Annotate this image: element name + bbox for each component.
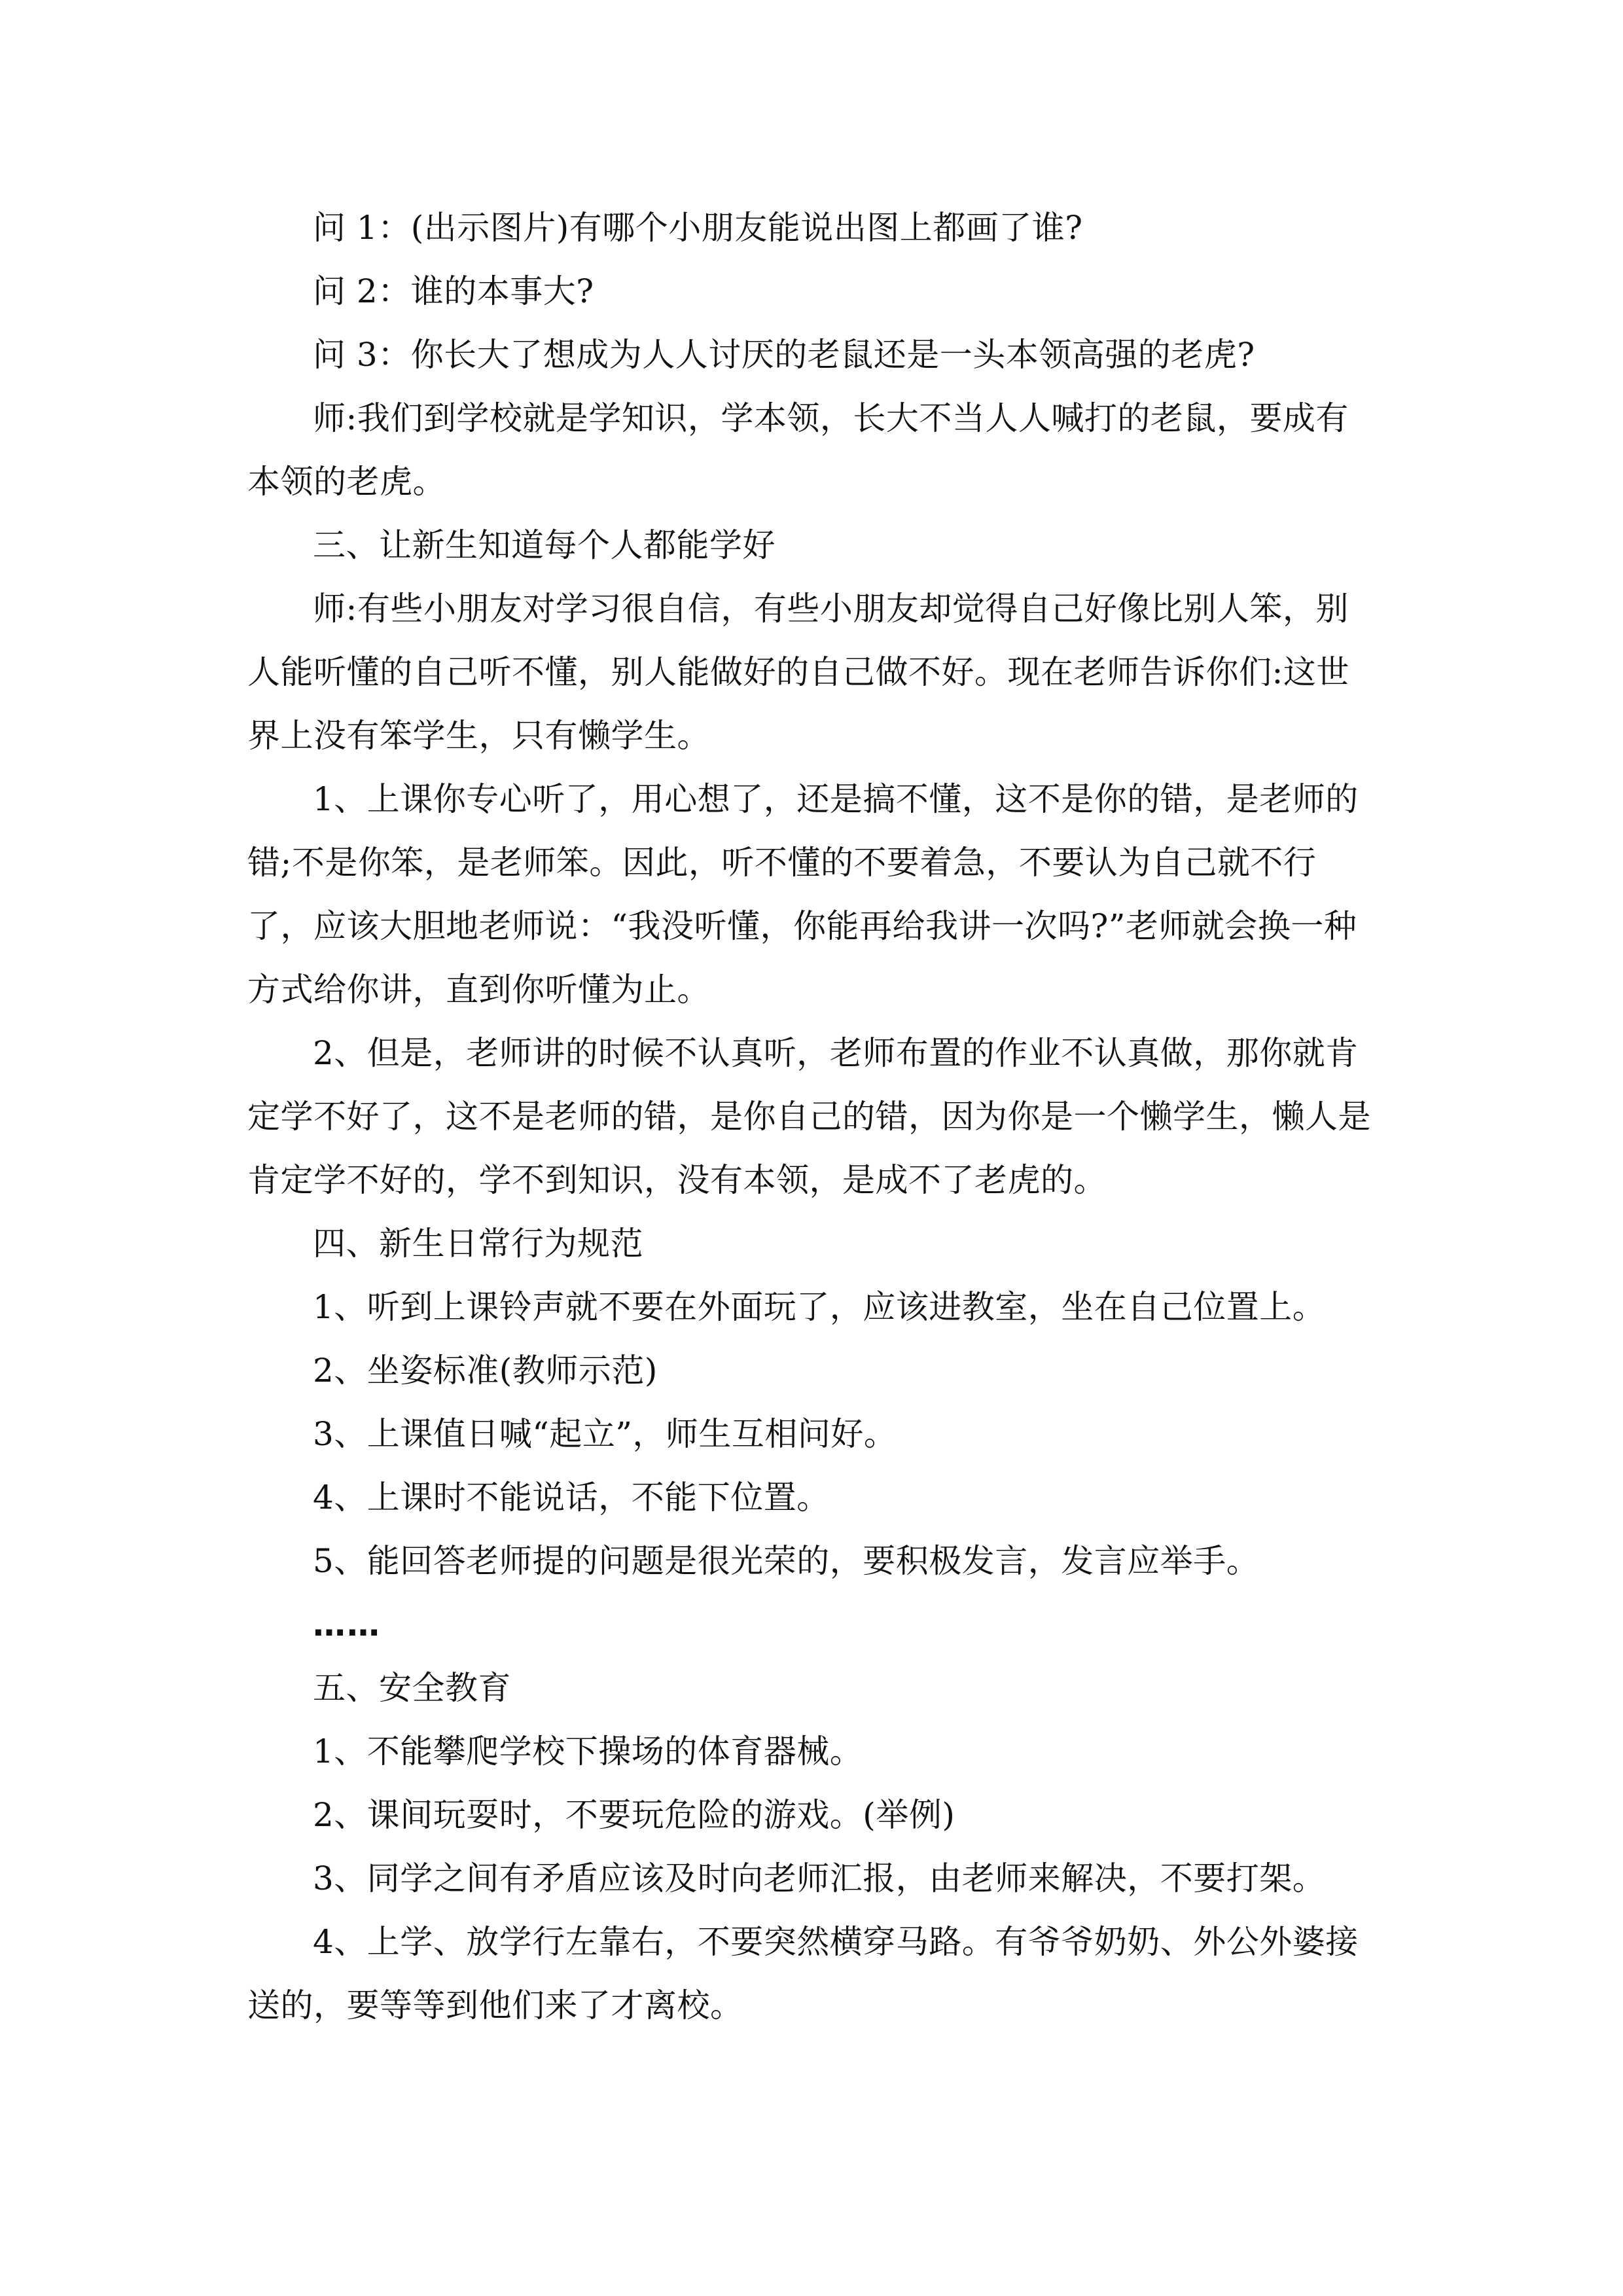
paragraph-point-2: 2、但是，老师讲的时候不认真听，老师布置的作业不认真做，那你就肯定学不好了，这不是老师的错，是你自己的错，因为你是一个懒学生，懒人是肯定学不好的，学不到知识，没有本领，是成不了老虎的。 [247, 1034, 1371, 1199]
paragraph-teacher-summary: 师:我们到学校就是学知识，学本领，长大不当人人喊打的老鼠，要成有本领的老虎。 [247, 399, 1349, 501]
safety-item-4: 4、上学、放学行左靠右，不要突然横穿马路。有爷爷奶奶、外公外婆接送的，要等等到他们来了才离校。 [247, 1923, 1359, 2024]
paragraph-teacher-encouragement: 师:有些小朋友对学习很自信，有些小朋友却觉得自己好像比别人笨，别人能听懂的自己听不懂，别人能做好的自己做不好。现在老师告诉你们:这世界上没有笨学生，只有懒学生。 [247, 590, 1349, 755]
paragraph-point-1: 1、上课你专心听了，用心想了，还是搞不懂，这不是你的错，是老师的错;不是你笨，是老师笨。因此，听不懂的不要着急，不要认为自己就不行了，应该大胆地老师说：“我没听懂，你能再给我讲一次吗?”老师就会换一种方式给你讲，直到你听懂为止。 [247, 780, 1359, 1009]
document-body [247, 196, 1380, 2037]
section-heading-3: 三、让新生知道每个人都能学好 [313, 526, 776, 564]
rule-item-3: 3、上课值日喊“起立”，师生互相问好。 [313, 1415, 897, 1453]
paragraph-question-1: 问 1：(出示图片)有哪个小朋友能说出图上都画了谁? [313, 209, 1083, 247]
rule-item-2: 2、坐姿标准(教师示范) [313, 1352, 658, 1390]
paragraph-question-3: 问 3：你长大了想成为人人讨厌的老鼠还是一头本领高强的老虎? [313, 336, 1255, 374]
rule-item-1: 1、听到上课铃声就不要在外面玩了，应该进教室，坐在自己位置上。 [313, 1288, 1326, 1326]
ellipsis-line: …… [313, 1605, 381, 1643]
safety-item-3: 3、同学之间有矛盾应该及时向老师汇报，由老师来解决，不要打架。 [313, 1859, 1326, 1897]
section-heading-4: 四、新生日常行为规范 [313, 1225, 643, 1263]
safety-item-2: 2、课间玩耍时，不要玩危险的游戏。(举例) [313, 1796, 955, 1834]
safety-item-1: 1、不能攀爬学校下操场的体育器械。 [313, 1732, 863, 1770]
paragraph-question-2: 问 2：谁的本事大? [313, 272, 594, 310]
section-heading-5: 五、安全教育 [313, 1669, 511, 1707]
rule-item-4: 4、上课时不能说话，不能下位置。 [313, 1479, 830, 1516]
rule-item-5: 5、能回答老师提的问题是很光荣的，要积极发言，发言应举手。 [313, 1542, 1260, 1580]
